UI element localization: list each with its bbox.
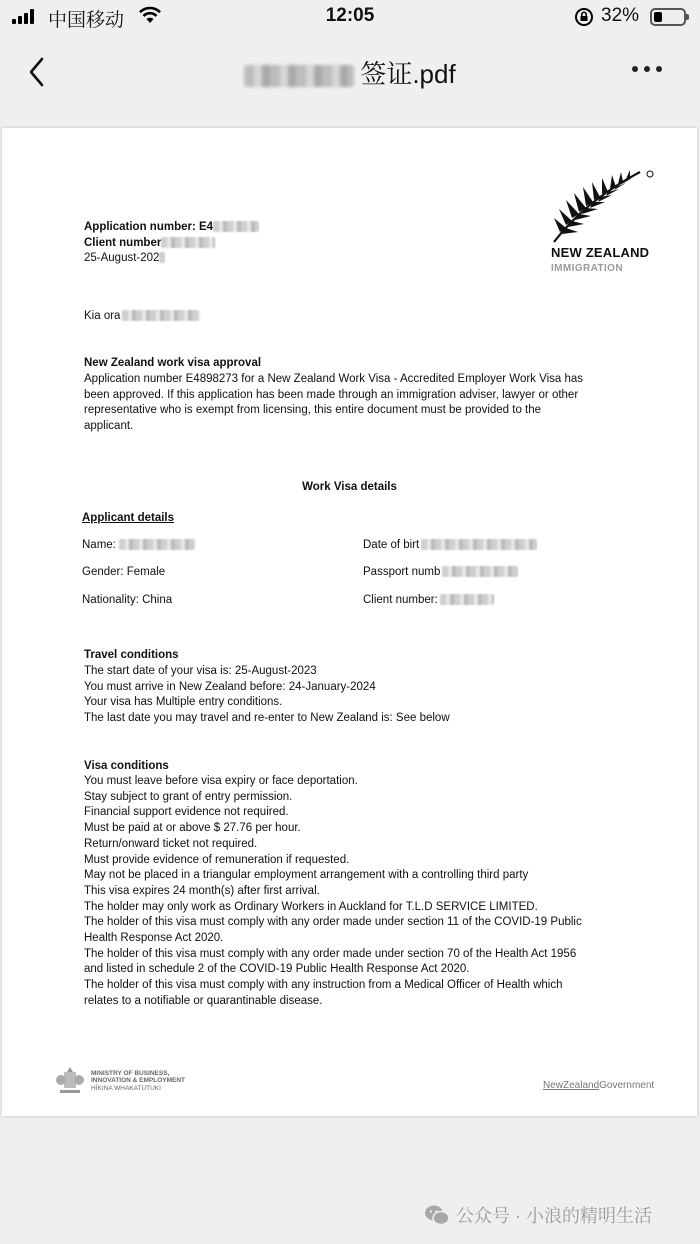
redacted-application-number	[213, 221, 259, 232]
document-title-text: 签证.pdf	[360, 59, 456, 89]
redacted-applicant-name	[122, 310, 200, 321]
nationality-label: Nationality:	[82, 594, 139, 606]
redacted-client-number	[161, 237, 215, 248]
visa-conditions-heading: Visa conditions	[84, 760, 169, 772]
client-number-field	[363, 593, 494, 609]
nationality-field	[82, 593, 172, 609]
travel-line: The start date of your visa is: 25-August-2023	[84, 665, 317, 677]
gender-value: Female	[126, 566, 166, 578]
visa-condition-line: The holder of this visa must comply with any order made under section 11 of the COVID-19 Public	[84, 916, 582, 929]
applicant-details-heading: Applicant details	[82, 512, 175, 524]
nav-bar	[0, 36, 700, 110]
nz-government-text-1: NewZealand	[543, 1080, 600, 1091]
visa-condition-line: Health Response Act 2020.	[84, 932, 224, 945]
redacted-date	[159, 252, 165, 263]
document-title	[0, 54, 700, 91]
visa-condition-line: and listed in schedule 2 of the COVID-19 Public Health Response Act 2020.	[84, 963, 470, 976]
visa-condition-line: Must be paid at or above $ 27.76 per hour.	[84, 822, 301, 835]
wechat-icon	[424, 1204, 450, 1226]
nz-government-text-2: Government	[599, 1080, 655, 1091]
visa-condition-line: relates to a notifiable or quarantinable disease.	[84, 994, 323, 1007]
application-number-label: Application number: E4	[84, 221, 214, 233]
visa-condition-line: You must leave before visa expiry or face deportation.	[84, 775, 358, 787]
wechat-watermark	[424, 1202, 652, 1228]
visa-condition-line: This visa expires 24 month(s) after first arrival.	[84, 884, 320, 897]
redacted-name	[244, 65, 354, 87]
dob-field	[363, 538, 537, 554]
gender-label: Gender:	[82, 566, 124, 578]
rotation-lock-icon	[574, 7, 594, 27]
travel-conditions-list	[84, 664, 450, 727]
coat-of-arms-icon	[55, 1066, 85, 1096]
status-bar	[0, 0, 700, 36]
travel-line: The last date you may travel and re-enter to New Zealand is: See below	[84, 712, 450, 725]
visa-condition-line: The holder may only work as Ordinary Workers in Auckland for T.L.D SERVICE LIMITED.	[84, 900, 538, 913]
battery-percent: 32%	[601, 5, 640, 26]
visa-condition-line: Financial support evidence not required.	[84, 806, 289, 819]
nationality-value: China	[142, 594, 173, 606]
logo-immigration: IMMIGRATION	[551, 263, 623, 274]
mbie-line-1: MINISTRY OF BUSINESS,	[91, 1069, 170, 1077]
redacted-dob-value	[421, 539, 537, 550]
letter-date	[84, 251, 165, 267]
approval-line: applicant.	[84, 420, 134, 433]
gender-field	[82, 565, 165, 581]
approval-paragraph	[84, 372, 583, 435]
watermark-text: 公众号 · 小浪的精明生活	[456, 1206, 652, 1226]
visa-condition-line: The holder of this visa must comply with any order made under section 70 of the Health Act 1956	[84, 947, 577, 960]
logo-new-zealand: NEW ZEALAND	[551, 245, 650, 260]
silver-fern-logo-icon	[550, 166, 660, 244]
work-visa-details-heading: Work Visa details	[302, 481, 397, 493]
visa-condition-line: Must provide evidence of remuneration if requested.	[84, 853, 350, 866]
redacted-name-value	[119, 539, 195, 550]
battery-icon	[650, 8, 686, 26]
name-label: Name:	[82, 539, 116, 551]
mbie-line-3: HĪKINA WHAKATUTUKI	[91, 1084, 161, 1092]
mbie-line-2: INNOVATION & EMPLOYMENT	[91, 1077, 186, 1085]
dob-label: Date of birt	[363, 539, 420, 551]
mbie-footer-logo	[55, 1066, 185, 1096]
approval-heading: New Zealand work visa approval	[84, 357, 262, 369]
approval-line: Application number E4898273 for a New Zealand Work Visa - Accredited Employer Work Visa has	[84, 373, 584, 385]
carrier-name: 中国移动	[48, 10, 125, 31]
clock: 12:05	[325, 5, 375, 26]
redacted-client-value	[440, 594, 494, 605]
nz-government-logo	[543, 1078, 654, 1094]
visa-conditions-list	[84, 774, 582, 1010]
letter-date-text: 25-August-202	[84, 252, 160, 264]
name-field	[82, 538, 195, 554]
greeting-text: Kia ora	[84, 310, 121, 322]
visa-condition-line: May not be placed in a triangular employment arrangement with a controlling third party	[84, 869, 529, 882]
mbie-footer-text	[91, 1070, 185, 1093]
visa-condition-line: Return/onward ticket not required.	[84, 837, 258, 850]
travel-conditions-heading: Travel conditions	[84, 649, 179, 661]
pdf-page	[2, 128, 697, 1116]
redacted-passport-value	[442, 566, 518, 577]
visa-condition-line: The holder of this visa must comply with any instruction from a Medical Officer of Health which	[84, 979, 563, 992]
travel-line: You must arrive in New Zealand before: 24-January-2024	[84, 680, 376, 693]
passport-field	[363, 565, 518, 581]
client-number-line	[84, 236, 215, 252]
passport-label: Passport numb	[363, 566, 441, 578]
more-options-icon[interactable]	[632, 66, 672, 78]
approval-line: representative who is exempt from licensing, this entire document must be provided to the	[84, 404, 542, 417]
approval-line: been approved. If this application has been made through an immigration adviser, lawyer or other	[84, 388, 579, 401]
travel-line: Your visa has Multiple entry conditions.	[84, 696, 283, 709]
greeting-line	[84, 309, 200, 325]
client-number-label: Client number	[84, 237, 162, 249]
client-number-field-label: Client number:	[363, 594, 438, 606]
visa-condition-line: Stay subject to grant of entry permission.	[84, 790, 293, 803]
application-number-line	[84, 220, 259, 236]
